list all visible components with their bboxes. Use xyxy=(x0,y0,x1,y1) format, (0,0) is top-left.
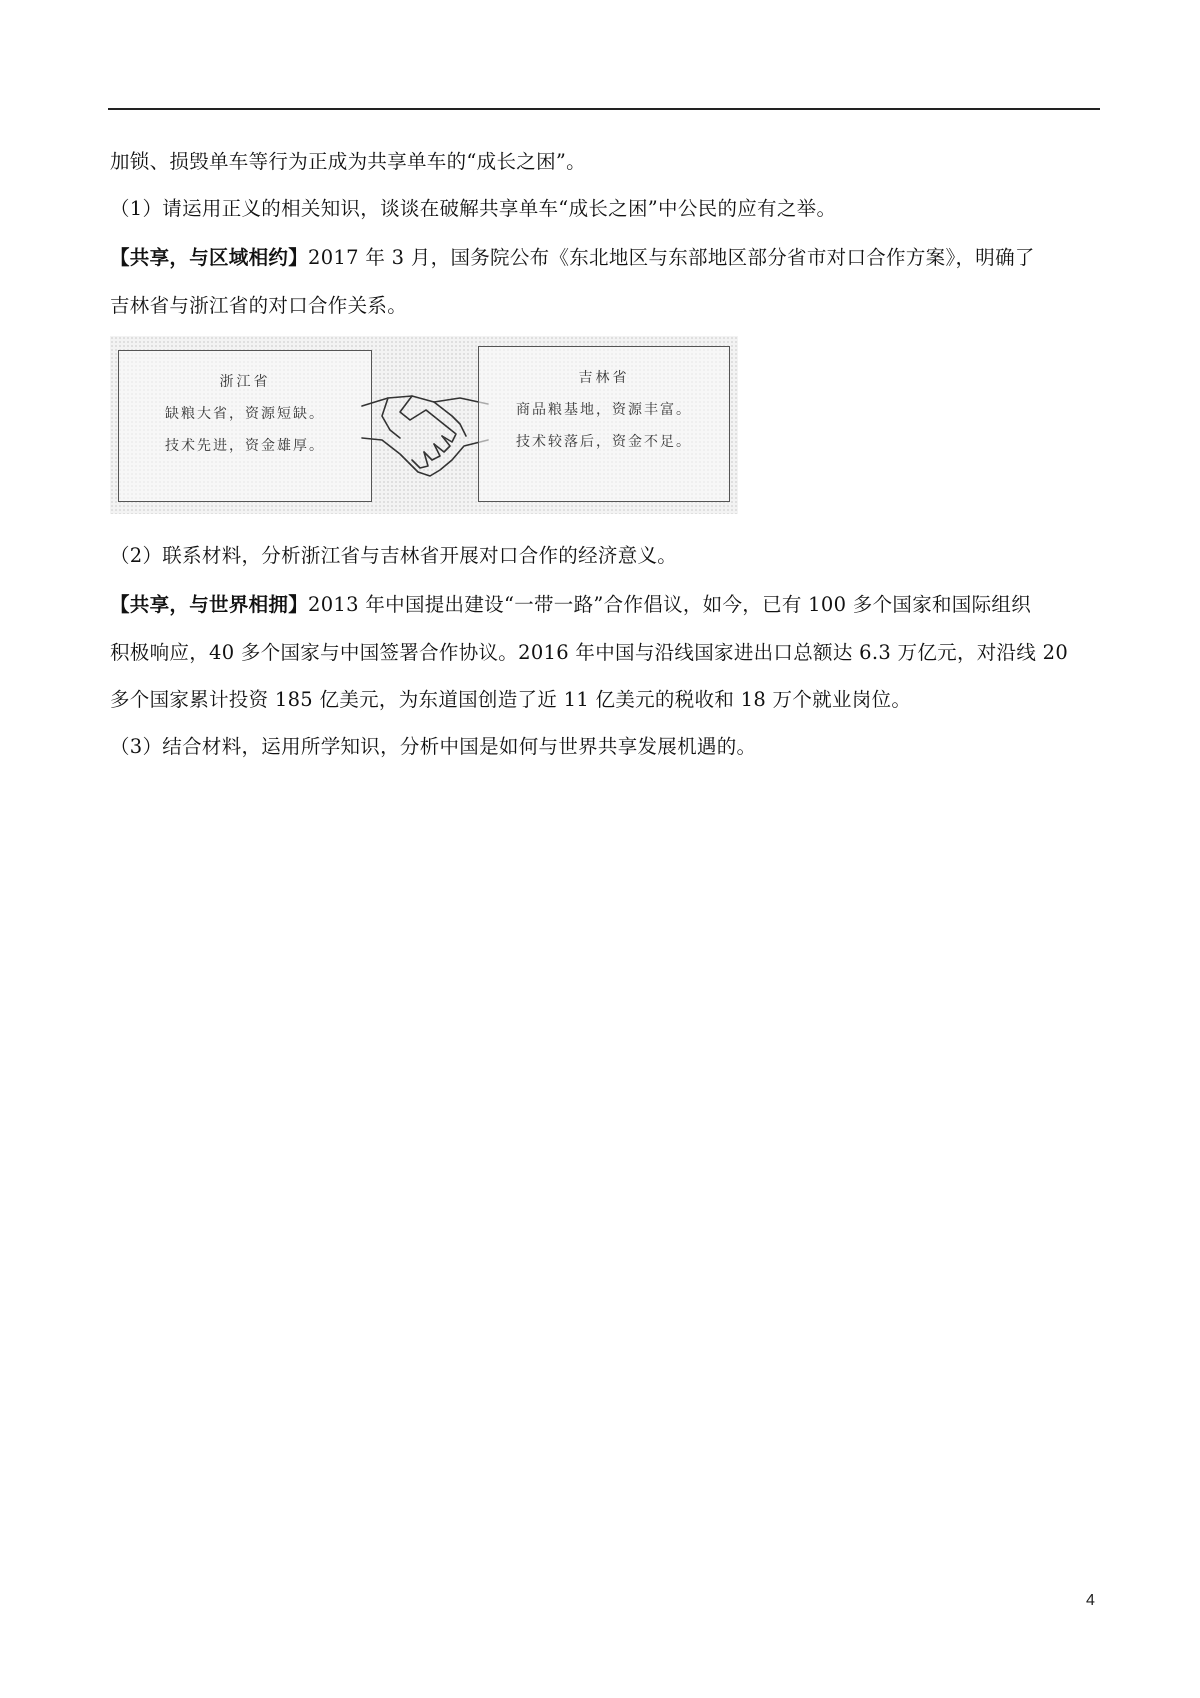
paragraph-intro-tail: 加锁、损毁单车等行为正成为共享单车的“成长之困”。 xyxy=(110,150,586,173)
question-3: （3）结合材料，运用所学知识，分析中国是如何与世界共享发展机遇的。 xyxy=(110,735,757,758)
handshake-icon xyxy=(360,376,490,486)
zhejiang-box xyxy=(118,350,372,502)
zhejiang-line2: 技术先进，资金雄厚。 xyxy=(165,438,325,454)
section-regional-heading: 【共享，与区域相约】 xyxy=(110,246,309,269)
jilin-line2: 技术较落后，资金不足。 xyxy=(516,434,692,450)
jilin-title: 吉林省 xyxy=(578,370,630,386)
section-world-line3: 多个国家累计投资 185 亿美元，为东道国创造了近 11 亿美元的税收和 18 万个就业岗位。 xyxy=(110,688,912,711)
section-world-heading: 【共享，与世界相拥】 xyxy=(110,593,309,616)
section-world-text1: 2013 年中国提出建设“一带一路”合作倡议，如今，已有 100 多个国家和国际组织 xyxy=(308,593,1031,616)
header-rule xyxy=(108,108,1100,110)
question-1: （1）请运用正义的相关知识，谈谈在破解共享单车“成长之困”中公民的应有之举。 xyxy=(110,197,837,220)
question-2: （2）联系材料，分析浙江省与吉林省开展对口合作的经济意义。 xyxy=(110,544,678,567)
section-regional-text1: 2017 年 3 月，国务院公布《东北地区与东部地区部分省市对口合作方案》，明确了 xyxy=(308,246,1035,269)
section-world-line2: 积极响应，40 多个国家与中国签署合作协议。2016 年中国与沿线国家进出口总额达 6.3 万亿元，对沿线 20 xyxy=(110,641,1069,664)
section-regional-line2: 吉林省与浙江省的对口合作关系。 xyxy=(110,294,408,317)
jilin-box xyxy=(478,346,730,502)
jilin-line1: 商品粮基地，资源丰富。 xyxy=(516,402,692,418)
zhejiang-line1: 缺粮大省，资源短缺。 xyxy=(165,406,325,422)
section-regional-line1 xyxy=(110,237,1100,278)
cooperation-figure xyxy=(110,336,738,514)
zhejiang-title: 浙江省 xyxy=(219,374,271,390)
section-world-line1 xyxy=(110,584,1100,625)
page-number: 4 xyxy=(1086,1592,1095,1609)
